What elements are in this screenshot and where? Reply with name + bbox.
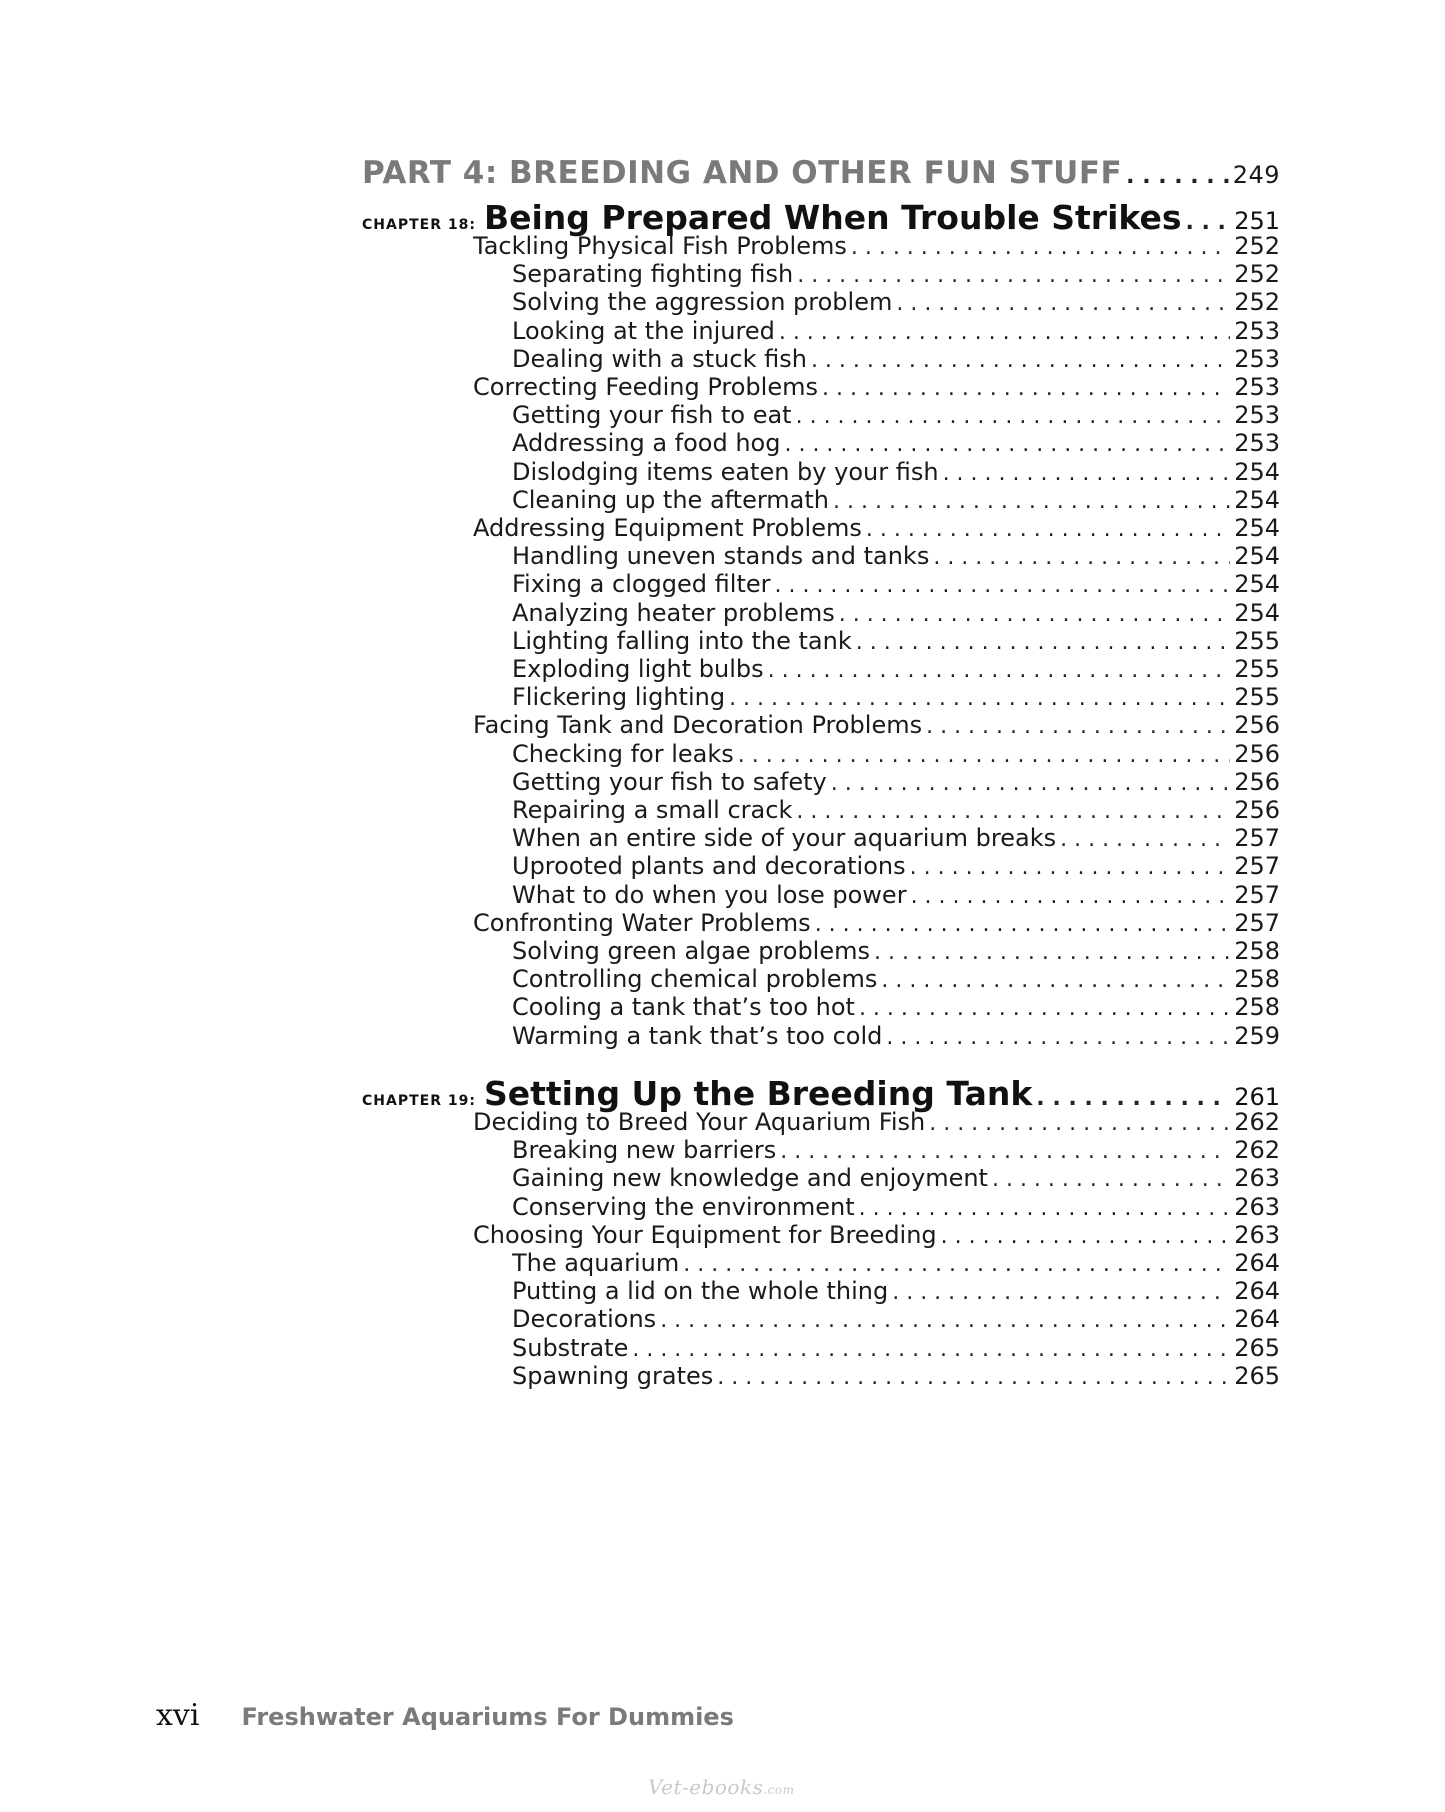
dot-leader bbox=[779, 320, 1230, 345]
entry-title: Controlling chemical problems bbox=[512, 965, 878, 994]
watermark-suffix: .com bbox=[763, 1783, 795, 1797]
dot-leader bbox=[856, 630, 1230, 655]
entry-title: Cleaning up the aftermath bbox=[512, 485, 830, 514]
entry-title: Exploding light bulbs bbox=[512, 655, 764, 683]
page-number: 257 bbox=[1234, 908, 1280, 937]
toc-subsection-entry[interactable] bbox=[512, 627, 1280, 655]
page-number: 253 bbox=[1234, 316, 1280, 345]
dot-leader bbox=[926, 714, 1230, 739]
entry-title: Separating fighting fish bbox=[512, 260, 794, 289]
toc-subsection-entry[interactable] bbox=[512, 542, 1280, 570]
page-number: 265 bbox=[1234, 1333, 1280, 1362]
dot-leader bbox=[896, 291, 1230, 316]
dot-leader bbox=[784, 432, 1230, 457]
toc-section-entry[interactable] bbox=[473, 1221, 1280, 1249]
entry-title: Gaining new knowledge and enjoyment bbox=[512, 1164, 988, 1193]
dot-leader bbox=[992, 1167, 1230, 1192]
page-number: 253 bbox=[1234, 429, 1280, 458]
toc-subsection-entry[interactable] bbox=[512, 1334, 1280, 1362]
running-footer-title: Freshwater Aquariums For Dummies bbox=[241, 1703, 734, 1731]
entry-title: The aquarium bbox=[512, 1249, 680, 1277]
entry-title: Solving the aggression problem bbox=[512, 288, 893, 317]
toc-subsection-entry[interactable] bbox=[512, 345, 1280, 373]
dot-leader bbox=[780, 1139, 1230, 1164]
dot-leader bbox=[941, 1224, 1231, 1249]
entry-title: Checking for leaks bbox=[512, 739, 734, 768]
dot-leader bbox=[660, 1308, 1230, 1333]
dot-leader bbox=[831, 771, 1230, 796]
entry-title: Tackling Physical Fish Problems bbox=[473, 232, 847, 260]
page-number: 263 bbox=[1234, 1164, 1280, 1193]
entry-title: Putting a lid on the whole thing bbox=[512, 1277, 889, 1306]
toc-subsection-entry[interactable] bbox=[512, 1164, 1280, 1192]
page-number: 262 bbox=[1234, 1136, 1280, 1165]
entry-title: Spawning grates bbox=[512, 1361, 714, 1390]
entry-title: Choosing Your Equipment for Breeding bbox=[473, 1220, 937, 1249]
dot-leader bbox=[892, 1280, 1230, 1305]
toc-subsection-entry[interactable] bbox=[512, 288, 1280, 316]
dot-leader bbox=[911, 884, 1231, 909]
dot-leader bbox=[774, 573, 1230, 598]
page-number: 254 bbox=[1234, 598, 1280, 627]
toc-subsection-entry[interactable] bbox=[512, 486, 1280, 514]
watermark-logo bbox=[648, 1775, 794, 1799]
page-number: 263 bbox=[1234, 1192, 1280, 1221]
page-number: 257 bbox=[1234, 880, 1280, 909]
watermark-text: Vet-ebooks bbox=[648, 1775, 764, 1799]
chapter-title: Setting Up the Breeding Tank bbox=[483, 1074, 1033, 1113]
entry-title: Getting your fish to eat bbox=[512, 401, 792, 430]
entry-title: Uprooted plants and decorations bbox=[512, 852, 906, 881]
entry-title: Getting your fish to safety bbox=[512, 767, 827, 796]
chapter-label: CHAPTER 19: bbox=[362, 1093, 476, 1109]
entry-title: Cooling a tank that’s too hot bbox=[512, 993, 855, 1022]
toc-section-entry[interactable] bbox=[473, 1108, 1280, 1136]
page-number: 253 bbox=[1234, 344, 1280, 373]
entry-title: Warming a tank that’s too cold bbox=[512, 1021, 883, 1050]
dot-leader bbox=[874, 940, 1230, 965]
dot-leader bbox=[796, 404, 1231, 429]
dot-leader bbox=[768, 658, 1231, 683]
toc-subsection-entry[interactable] bbox=[512, 429, 1280, 457]
dot-leader bbox=[910, 855, 1231, 880]
page-number: 258 bbox=[1234, 993, 1280, 1022]
entry-title: Flickering lighting bbox=[512, 683, 726, 712]
entry-title: Confronting Water Problems bbox=[473, 908, 811, 937]
page-number: 254 bbox=[1234, 457, 1280, 486]
entry-title: Deciding to Breed Your Aquarium Fish bbox=[473, 1108, 926, 1136]
page-number: 257 bbox=[1234, 824, 1280, 853]
toc-subsection-entry[interactable] bbox=[512, 740, 1280, 768]
dot-leader bbox=[933, 545, 1230, 570]
page-number: 255 bbox=[1234, 626, 1280, 655]
entry-title: Addressing a food hog bbox=[512, 429, 781, 458]
dot-leader bbox=[886, 1025, 1230, 1050]
page-number: 255 bbox=[1234, 683, 1280, 712]
dot-leader bbox=[1126, 164, 1229, 189]
page-number: 265 bbox=[1234, 1361, 1280, 1390]
toc-subsection-entry[interactable] bbox=[512, 401, 1280, 429]
dot-leader bbox=[859, 996, 1230, 1021]
dot-leader bbox=[943, 461, 1231, 486]
toc-subsection-entry[interactable] bbox=[512, 458, 1280, 486]
dot-leader bbox=[683, 1252, 1230, 1277]
entry-title: Substrate bbox=[512, 1333, 629, 1362]
entry-title: Solving green algae problems bbox=[512, 937, 870, 965]
toc-subsection-entry[interactable] bbox=[512, 1362, 1280, 1390]
dot-leader bbox=[866, 517, 1230, 542]
entry-title: Handling uneven stands and tanks bbox=[512, 542, 930, 571]
page-number: 256 bbox=[1234, 767, 1280, 796]
toc-section-entry[interactable] bbox=[473, 909, 1280, 937]
page-number: 262 bbox=[1234, 1108, 1280, 1136]
entry-title: Dealing with a stuck fish bbox=[512, 344, 807, 373]
entry-title: Breaking new barriers bbox=[512, 1136, 777, 1165]
entry-title: Looking at the injured bbox=[512, 316, 775, 345]
entry-title: Analyzing heater problems bbox=[512, 598, 835, 627]
toc-subsection-entry[interactable] bbox=[512, 1193, 1280, 1221]
page-number: 252 bbox=[1234, 288, 1280, 317]
dot-leader bbox=[796, 799, 1230, 824]
dot-leader bbox=[839, 602, 1230, 627]
page-number: 257 bbox=[1234, 852, 1280, 881]
page-number: 264 bbox=[1234, 1249, 1280, 1277]
page-footer bbox=[156, 1698, 734, 1733]
page-number: 255 bbox=[1234, 655, 1280, 683]
toc-subsection-entry[interactable] bbox=[512, 1022, 1280, 1050]
dot-leader bbox=[738, 743, 1230, 768]
entry-title: Correcting Feeding Problems bbox=[473, 373, 818, 401]
toc-subsection-entry[interactable] bbox=[512, 881, 1280, 909]
dot-leader bbox=[632, 1337, 1230, 1362]
dot-leader bbox=[822, 376, 1230, 401]
entry-title: When an entire side of your aquarium breaks bbox=[512, 824, 1057, 853]
part-title: PART 4: BREEDING AND OTHER FUN STUFF bbox=[362, 155, 1123, 191]
page-number: 249 bbox=[1232, 161, 1280, 189]
dot-leader bbox=[717, 1365, 1230, 1390]
page-number: 253 bbox=[1234, 373, 1280, 401]
page-number: 254 bbox=[1234, 570, 1280, 599]
toc-subsection-entry[interactable] bbox=[512, 570, 1280, 598]
part-heading[interactable] bbox=[362, 155, 1280, 191]
entry-title: Fixing a clogged filter bbox=[512, 570, 771, 599]
entry-title: Lighting falling into the tank bbox=[512, 626, 852, 655]
entry-title: What to do when you lose power bbox=[512, 880, 907, 909]
toc-subsection-entry[interactable] bbox=[512, 965, 1280, 993]
dot-leader bbox=[1060, 827, 1230, 852]
page-number: 263 bbox=[1234, 1220, 1280, 1249]
page-number: 264 bbox=[1234, 1277, 1280, 1306]
page-number: 256 bbox=[1234, 739, 1280, 768]
toc-subsection-entry[interactable] bbox=[512, 768, 1280, 796]
toc-subsection-entry[interactable] bbox=[512, 683, 1280, 711]
toc-subsection-entry[interactable] bbox=[512, 1305, 1280, 1333]
dot-leader bbox=[859, 1196, 1231, 1221]
entry-title: Decorations bbox=[512, 1305, 657, 1334]
toc-subsection-entry[interactable] bbox=[512, 824, 1280, 852]
page-number: 254 bbox=[1234, 542, 1280, 571]
dot-leader bbox=[729, 686, 1230, 711]
toc-subsection-entry[interactable] bbox=[512, 655, 1280, 683]
toc-subsection-entry[interactable] bbox=[512, 993, 1280, 1021]
dot-leader bbox=[881, 968, 1230, 993]
page-number: 259 bbox=[1234, 1021, 1280, 1050]
page-number: 256 bbox=[1234, 796, 1280, 824]
entry-title: Repairing a small crack bbox=[512, 796, 793, 824]
folio: xvi bbox=[156, 1698, 200, 1733]
chapter-title: Being Prepared When Trouble Strikes bbox=[483, 198, 1182, 237]
page-number: 258 bbox=[1234, 965, 1280, 994]
toc-subsection-entry[interactable] bbox=[512, 260, 1280, 288]
toc-subsection-entry[interactable] bbox=[512, 1277, 1280, 1305]
page-number: 252 bbox=[1234, 260, 1280, 289]
toc-subsection-entry[interactable] bbox=[512, 937, 1280, 965]
page-number: 251 bbox=[1234, 207, 1280, 235]
dot-leader bbox=[851, 235, 1230, 260]
toc-section-entry[interactable] bbox=[473, 514, 1280, 542]
page-number: 252 bbox=[1234, 232, 1280, 260]
page-number: 254 bbox=[1234, 485, 1280, 514]
page-number: 253 bbox=[1234, 401, 1280, 430]
entry-title: Dislodging items eaten by your fish bbox=[512, 457, 939, 486]
toc-subsection-entry[interactable] bbox=[512, 599, 1280, 627]
entry-title: Addressing Equipment Problems bbox=[473, 514, 862, 542]
page-number: 254 bbox=[1234, 514, 1280, 542]
dot-leader bbox=[815, 912, 1231, 937]
chapter-label: CHAPTER 18: bbox=[362, 217, 476, 233]
toc-subsection-entry[interactable] bbox=[512, 852, 1280, 880]
dot-leader bbox=[929, 1111, 1230, 1136]
toc-section-entry[interactable] bbox=[473, 711, 1280, 739]
toc-subsection-entry[interactable] bbox=[512, 1136, 1280, 1164]
page-number: 264 bbox=[1234, 1305, 1280, 1334]
dot-leader bbox=[797, 263, 1230, 288]
page-number: 256 bbox=[1234, 711, 1280, 740]
page-number: 258 bbox=[1234, 937, 1280, 965]
toc-section-entry[interactable] bbox=[473, 232, 1280, 260]
entry-title: Conserving the environment bbox=[512, 1192, 855, 1221]
toc-subsection-entry[interactable] bbox=[512, 1249, 1280, 1277]
toc-subsection-entry[interactable] bbox=[512, 796, 1280, 824]
toc-subsection-entry[interactable] bbox=[512, 317, 1280, 345]
dot-leader bbox=[811, 348, 1230, 373]
entry-title: Facing Tank and Decoration Problems bbox=[473, 711, 923, 740]
page-number: 261 bbox=[1234, 1083, 1280, 1111]
toc-section-entry[interactable] bbox=[473, 373, 1280, 401]
dot-leader bbox=[833, 489, 1230, 514]
